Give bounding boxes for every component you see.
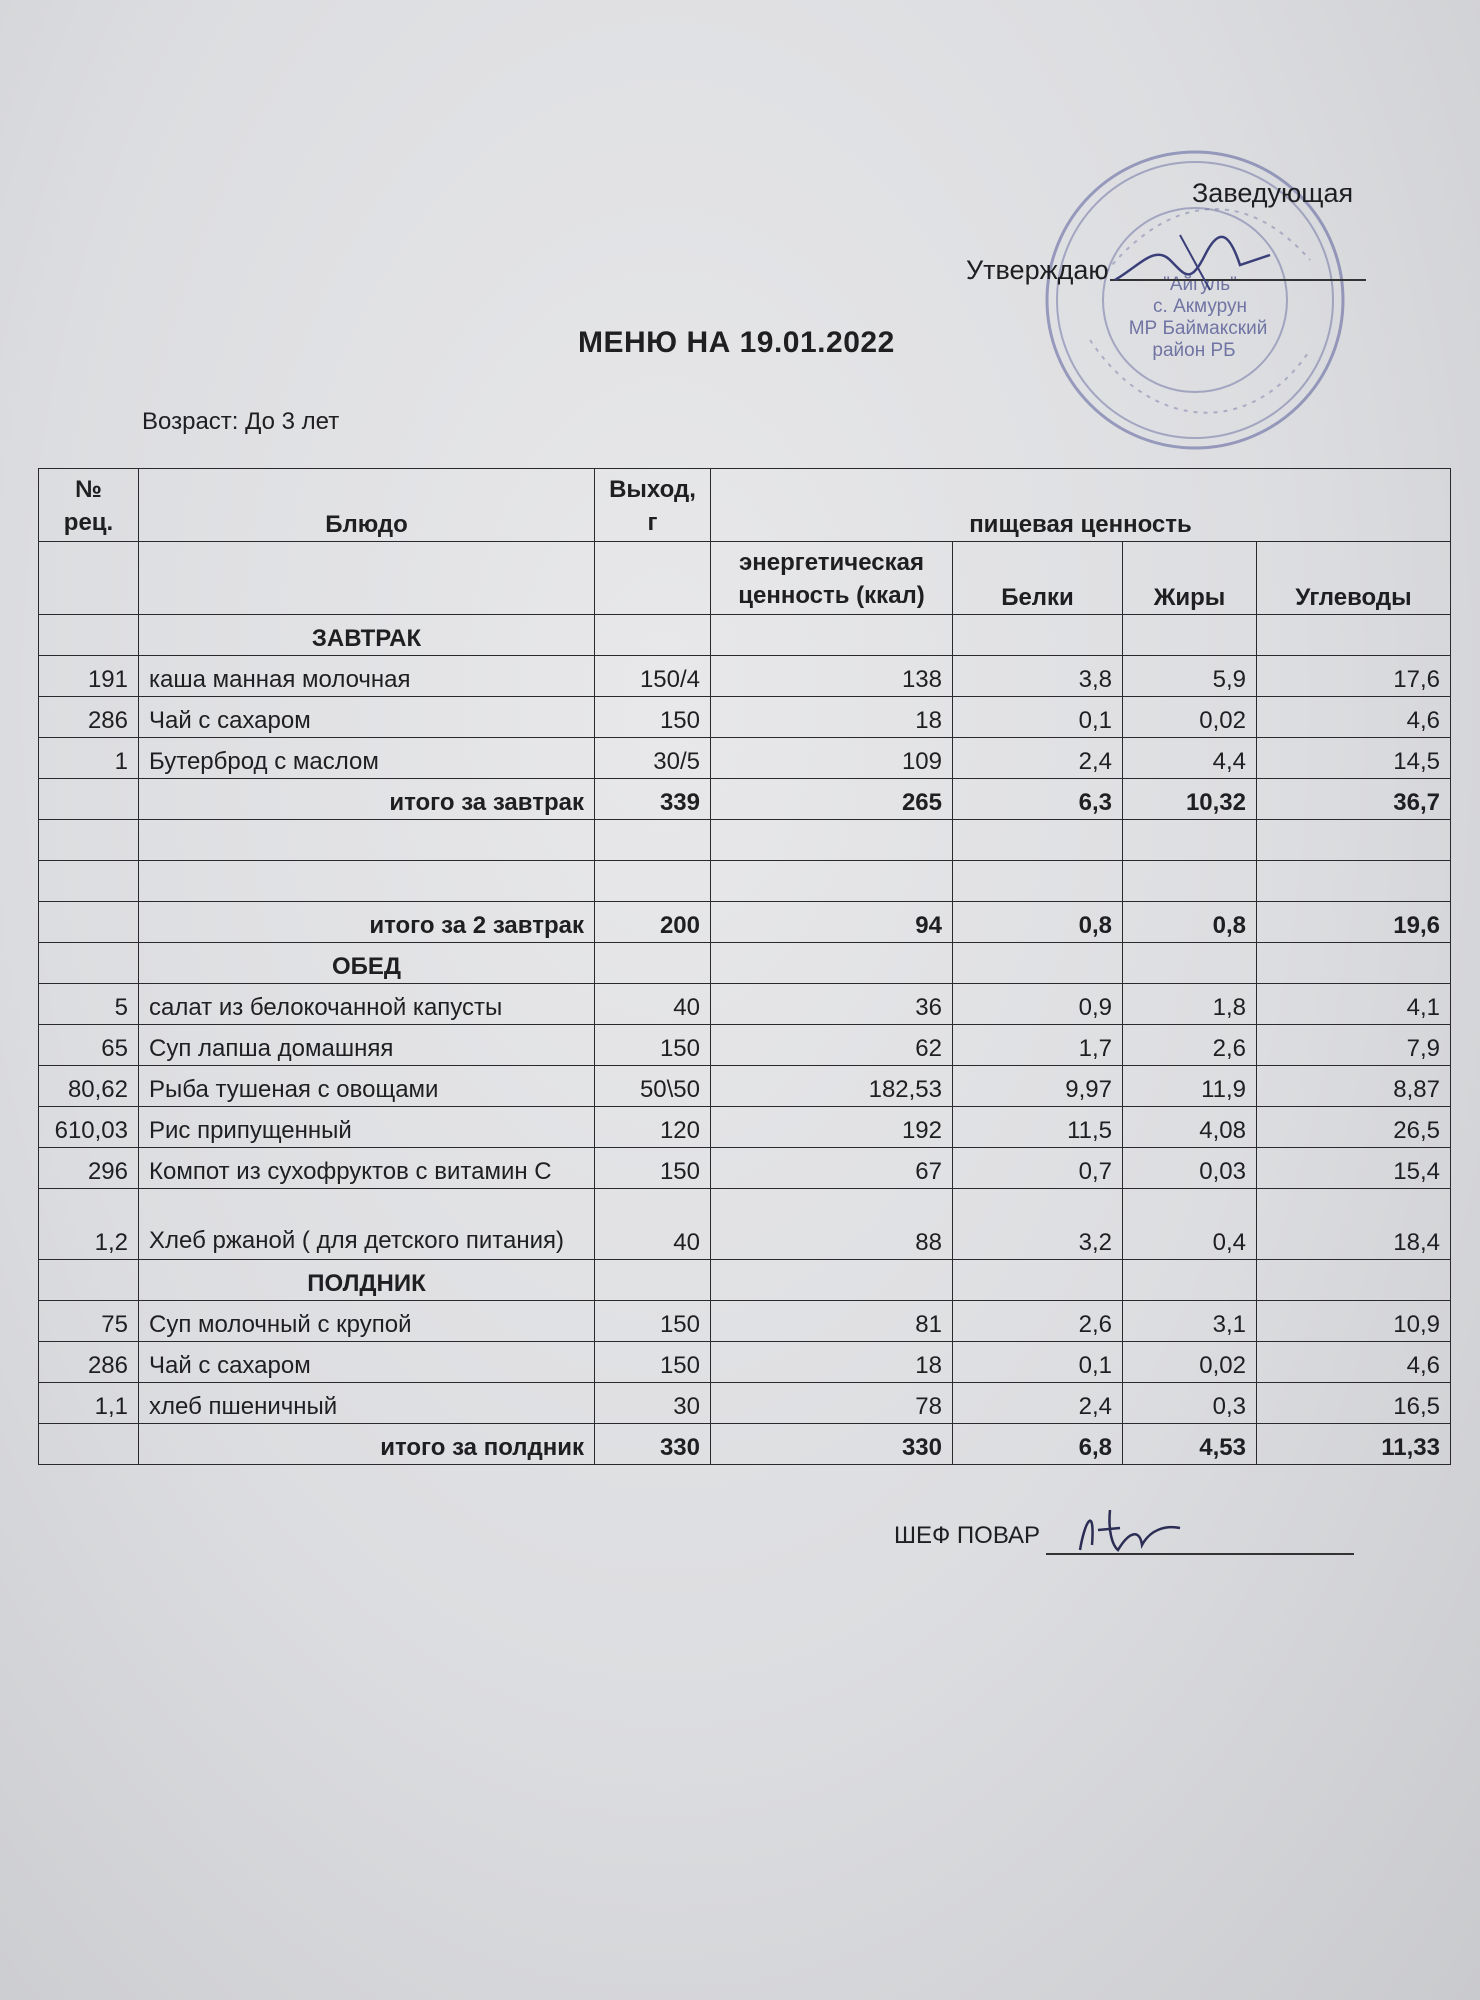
stamp-line: с. Акмурун	[1153, 296, 1247, 317]
cell-empty	[711, 1260, 953, 1301]
cell-empty	[1257, 861, 1451, 902]
cell-empty	[1257, 943, 1451, 984]
stamp-line: МР Баймакский	[1128, 318, 1268, 339]
cell-empty	[39, 902, 139, 943]
cell-carbs: 4,1	[1257, 984, 1451, 1025]
cell-empty	[39, 1424, 139, 1465]
cell-empty	[1257, 820, 1451, 861]
cell-energy: 192	[711, 1107, 953, 1148]
cell-fat: 11,9	[1123, 1066, 1257, 1107]
header-empty	[139, 542, 595, 615]
cell-protein: 0,7	[953, 1148, 1123, 1189]
section-row	[39, 1260, 1451, 1301]
cell-dish: хлеб пшеничный	[139, 1383, 595, 1424]
section-title: ПОЛДНИК	[139, 1260, 595, 1301]
cell-carbs: 14,5	[1257, 738, 1451, 779]
header-protein: Белки	[953, 542, 1123, 615]
cell-empty	[595, 1260, 711, 1301]
cell-dish: Чай с сахаром	[139, 1342, 595, 1383]
cell-carbs: 11,33	[1257, 1424, 1451, 1465]
cell-recipe-no: 286	[39, 697, 139, 738]
cell-yield: 150/4	[595, 656, 711, 697]
cell-dish: салат из белокочанной капусты	[139, 984, 595, 1025]
cell-dish: Суп лапша домашняя	[139, 1025, 595, 1066]
cell-empty	[1123, 615, 1257, 656]
cell-fat: 4,08	[1123, 1107, 1257, 1148]
cell-energy: 182,53	[711, 1066, 953, 1107]
total-label: итого за 2 завтрак	[139, 902, 595, 943]
cell-empty	[711, 615, 953, 656]
cell-empty	[39, 615, 139, 656]
director-signature	[1110, 225, 1280, 295]
table-row	[39, 1301, 1451, 1342]
cell-empty	[39, 779, 139, 820]
cell-carbs: 10,9	[1257, 1301, 1451, 1342]
cell-carbs: 16,5	[1257, 1383, 1451, 1424]
cell-energy: 265	[711, 779, 953, 820]
cell-recipe-no: 75	[39, 1301, 139, 1342]
cell-protein: 3,2	[953, 1189, 1123, 1260]
cell-dish: Рис припущенный	[139, 1107, 595, 1148]
cell-carbs: 36,7	[1257, 779, 1451, 820]
header-dish: Блюдо	[139, 469, 595, 542]
approval-label: Утверждаю	[966, 255, 1109, 285]
cell-energy: 18	[711, 1342, 953, 1383]
cell-carbs: 18,4	[1257, 1189, 1451, 1260]
cell-energy: 330	[711, 1424, 953, 1465]
cell-fat: 1,8	[1123, 984, 1257, 1025]
cell-fat: 0,8	[1123, 902, 1257, 943]
cell-yield: 30	[595, 1383, 711, 1424]
cell-fat: 0,4	[1123, 1189, 1257, 1260]
table-row	[39, 1148, 1451, 1189]
cell-energy: 36	[711, 984, 953, 1025]
cell-recipe-no: 286	[39, 1342, 139, 1383]
cell-empty	[711, 820, 953, 861]
cell-yield: 150	[595, 1342, 711, 1383]
cell-fat: 5,9	[1123, 656, 1257, 697]
header-carbs: Углеводы	[1257, 542, 1451, 615]
total-row	[39, 779, 1451, 820]
cell-carbs: 4,6	[1257, 697, 1451, 738]
cell-energy: 18	[711, 697, 953, 738]
cell-empty	[595, 820, 711, 861]
cell-recipe-no: 610,03	[39, 1107, 139, 1148]
cell-dish: Чай с сахаром	[139, 697, 595, 738]
cell-empty	[1123, 943, 1257, 984]
cell-empty	[1123, 861, 1257, 902]
cell-protein: 2,6	[953, 1301, 1123, 1342]
cell-recipe-no: 296	[39, 1148, 139, 1189]
cell-empty	[595, 861, 711, 902]
empty-row	[39, 820, 1451, 861]
cell-recipe-no: 1	[39, 738, 139, 779]
cell-protein: 9,97	[953, 1066, 1123, 1107]
cell-protein: 6,3	[953, 779, 1123, 820]
age-group: Возраст: До 3 лет	[142, 408, 340, 435]
cell-fat: 0,3	[1123, 1383, 1257, 1424]
total-row	[39, 1424, 1451, 1465]
table-row	[39, 1383, 1451, 1424]
cell-recipe-no: 1,2	[39, 1189, 139, 1260]
cell-dish: Бутерброд с маслом	[139, 738, 595, 779]
cell-recipe-no: 65	[39, 1025, 139, 1066]
table-row	[39, 1342, 1451, 1383]
cell-empty	[139, 861, 595, 902]
header-fat: Жиры	[1123, 542, 1257, 615]
cell-empty	[711, 943, 953, 984]
cell-protein: 3,8	[953, 656, 1123, 697]
cell-protein: 0,8	[953, 902, 1123, 943]
cell-fat: 4,4	[1123, 738, 1257, 779]
table-row	[39, 984, 1451, 1025]
header-recipe-no: № рец.	[39, 469, 139, 542]
cell-empty	[953, 943, 1123, 984]
cell-carbs: 7,9	[1257, 1025, 1451, 1066]
table-row	[39, 738, 1451, 779]
cell-empty	[1257, 615, 1451, 656]
cell-carbs: 15,4	[1257, 1148, 1451, 1189]
cell-protein: 0,1	[953, 1342, 1123, 1383]
cell-carbs: 8,87	[1257, 1066, 1451, 1107]
cell-empty	[953, 1260, 1123, 1301]
cell-empty	[953, 861, 1123, 902]
cell-empty	[39, 943, 139, 984]
stamp-line: район РБ	[1152, 340, 1236, 361]
cell-empty	[1123, 1260, 1257, 1301]
cell-protein: 0,9	[953, 984, 1123, 1025]
section-title: ЗАВТРАК	[139, 615, 595, 656]
total-label: итого за полдник	[139, 1424, 595, 1465]
section-row	[39, 943, 1451, 984]
cell-empty	[595, 615, 711, 656]
cell-protein: 6,8	[953, 1424, 1123, 1465]
cell-energy: 94	[711, 902, 953, 943]
cell-empty	[953, 615, 1123, 656]
cell-fat: 10,32	[1123, 779, 1257, 820]
cell-empty	[595, 943, 711, 984]
header-empty	[595, 542, 711, 615]
header-empty	[39, 542, 139, 615]
cell-fat: 2,6	[1123, 1025, 1257, 1066]
chef-signature	[1070, 1500, 1190, 1560]
cell-yield: 30/5	[595, 738, 711, 779]
table-row	[39, 1189, 1451, 1260]
cell-carbs: 19,6	[1257, 902, 1451, 943]
header-energy: энергетическая ценность (ккал)	[711, 542, 953, 615]
cell-energy: 62	[711, 1025, 953, 1066]
table-row	[39, 1107, 1451, 1148]
cell-energy: 78	[711, 1383, 953, 1424]
approval-title: Заведующая	[1192, 178, 1354, 208]
cell-recipe-no: 80,62	[39, 1066, 139, 1107]
cell-protein: 2,4	[953, 1383, 1123, 1424]
cell-yield: 200	[595, 902, 711, 943]
cell-dish: Суп молочный с крупой	[139, 1301, 595, 1342]
cell-energy: 67	[711, 1148, 953, 1189]
stamp-line: "Айгуль"	[1163, 274, 1237, 295]
cell-energy: 81	[711, 1301, 953, 1342]
cell-yield: 150	[595, 1025, 711, 1066]
menu-title: МЕНЮ НА 19.01.2022	[578, 326, 895, 359]
cell-fat: 0,02	[1123, 697, 1257, 738]
section-row	[39, 615, 1451, 656]
empty-row	[39, 861, 1451, 902]
cell-recipe-no: 5	[39, 984, 139, 1025]
cell-empty	[39, 1260, 139, 1301]
table-row	[39, 1066, 1451, 1107]
cell-fat: 0,03	[1123, 1148, 1257, 1189]
cell-yield: 150	[595, 1301, 711, 1342]
cell-fat: 3,1	[1123, 1301, 1257, 1342]
cell-dish: каша манная молочная	[139, 656, 595, 697]
cell-energy: 109	[711, 738, 953, 779]
cell-yield: 40	[595, 984, 711, 1025]
cell-fat: 4,53	[1123, 1424, 1257, 1465]
cell-empty	[139, 820, 595, 861]
cell-fat: 0,02	[1123, 1342, 1257, 1383]
cell-yield: 339	[595, 779, 711, 820]
cell-recipe-no: 1,1	[39, 1383, 139, 1424]
cell-yield: 50\50	[595, 1066, 711, 1107]
total-row	[39, 902, 1451, 943]
cell-recipe-no: 191	[39, 656, 139, 697]
section-title: ОБЕД	[139, 943, 595, 984]
cell-protein: 11,5	[953, 1107, 1123, 1148]
cell-dish: Компот из сухофруктов с витамин С	[139, 1148, 595, 1189]
cell-empty	[39, 820, 139, 861]
cell-protein: 0,1	[953, 697, 1123, 738]
table-row	[39, 1025, 1451, 1066]
cell-empty	[953, 820, 1123, 861]
cell-yield: 150	[595, 1148, 711, 1189]
cell-carbs: 17,6	[1257, 656, 1451, 697]
cell-energy: 88	[711, 1189, 953, 1260]
cell-carbs: 26,5	[1257, 1107, 1451, 1148]
cell-empty	[711, 861, 953, 902]
cell-yield: 150	[595, 697, 711, 738]
menu-table	[38, 468, 1451, 1465]
header-yield: Выход, г	[595, 469, 711, 542]
chef-label: ШЕФ ПОВАР	[894, 1522, 1041, 1549]
cell-protein: 2,4	[953, 738, 1123, 779]
cell-dish: Рыба тушеная с овощами	[139, 1066, 595, 1107]
cell-yield: 40	[595, 1189, 711, 1260]
cell-protein: 1,7	[953, 1025, 1123, 1066]
cell-energy: 138	[711, 656, 953, 697]
total-label: итого за завтрак	[139, 779, 595, 820]
table-row	[39, 697, 1451, 738]
cell-carbs: 4,6	[1257, 1342, 1451, 1383]
cell-empty	[1257, 1260, 1451, 1301]
cell-empty	[1123, 820, 1257, 861]
cell-yield: 120	[595, 1107, 711, 1148]
table-row	[39, 656, 1451, 697]
cell-yield: 330	[595, 1424, 711, 1465]
cell-dish: Хлеб ржаной ( для детского питания)	[139, 1189, 595, 1260]
header-nutrition: пищевая ценность	[711, 469, 1451, 542]
cell-empty	[39, 861, 139, 902]
